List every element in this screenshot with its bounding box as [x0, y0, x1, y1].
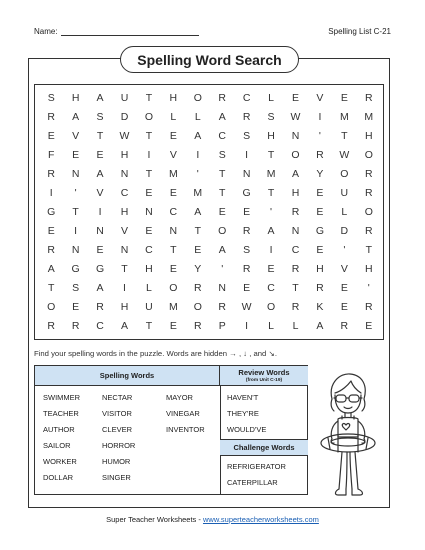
grid-letter[interactable]: I	[98, 205, 102, 218]
spelling-words-col-1	[43, 393, 102, 489]
word-item: THEY'RE	[227, 409, 259, 418]
word-item: WORKER	[43, 457, 77, 466]
grid-letter[interactable]: E	[340, 92, 348, 105]
page-title: Spelling Word Search	[120, 46, 299, 73]
grid-letter[interactable]: A	[194, 130, 202, 143]
grid-letter[interactable]: '	[367, 281, 370, 294]
grid-letter[interactable]: O	[169, 281, 178, 294]
grid-letter[interactable]: E	[145, 224, 153, 237]
grid-letter[interactable]: '	[196, 168, 199, 181]
footer-text: Super Teacher Worksheets -	[106, 515, 203, 524]
grid-letter[interactable]: I	[123, 281, 126, 294]
grid-letter[interactable]: A	[96, 92, 104, 105]
grid-letter[interactable]: E	[169, 319, 177, 332]
grid-letter[interactable]: '	[221, 262, 224, 275]
grid-letter[interactable]: A	[96, 168, 104, 181]
grid-letter[interactable]: U	[340, 187, 349, 200]
grid-letter[interactable]: H	[316, 262, 324, 275]
grid-letter[interactable]: Y	[194, 262, 202, 275]
grid-letter[interactable]: A	[291, 168, 299, 181]
grid-letter[interactable]: S	[47, 92, 55, 105]
word-item: MAYOR	[166, 393, 193, 402]
grid-letter[interactable]: M	[193, 187, 203, 200]
girl-with-swim-ring-illustration	[318, 369, 376, 501]
footer	[0, 515, 425, 524]
grid-letter[interactable]: O	[47, 300, 56, 313]
grid-letter[interactable]: H	[364, 262, 373, 275]
grid-letter[interactable]: V	[316, 92, 324, 105]
grid-letter[interactable]: R	[316, 149, 324, 162]
grid-letter[interactable]: T	[219, 187, 226, 200]
grid-letter[interactable]: L	[292, 319, 299, 332]
grid-letter[interactable]: '	[318, 130, 321, 143]
grid-letter[interactable]: M	[339, 111, 349, 124]
grid-letter[interactable]: R	[340, 319, 349, 332]
grid-letter[interactable]: D	[120, 111, 129, 124]
grid-letter[interactable]: S	[72, 281, 80, 294]
word-item: DOLLAR	[43, 473, 74, 482]
grid-letter[interactable]: G	[71, 262, 80, 275]
grid-letter[interactable]: T	[267, 149, 275, 162]
grid-letter[interactable]: O	[364, 149, 373, 162]
word-bank-table	[34, 365, 308, 495]
grid-letter[interactable]: V	[120, 224, 128, 237]
word-item: VISITOR	[102, 409, 132, 418]
grid-letter[interactable]: G	[47, 205, 56, 218]
word-item: TEACHER	[43, 409, 79, 418]
grid-letter[interactable]: H	[364, 130, 373, 143]
grid-letter[interactable]: F	[48, 149, 55, 162]
grid-letter[interactable]: T	[145, 168, 153, 181]
grid-letter[interactable]: V	[340, 262, 348, 275]
grid-letter[interactable]: E	[243, 281, 251, 294]
grid-letter[interactable]: T	[145, 130, 153, 143]
grid-letter[interactable]: N	[96, 224, 104, 237]
grid-letter[interactable]: R	[71, 319, 80, 332]
challenge-words-list	[227, 462, 286, 494]
word-item: VINEGAR	[166, 409, 200, 418]
grid-letter[interactable]: H	[120, 300, 129, 313]
grid-letter[interactable]: H	[169, 92, 178, 105]
grid-letter[interactable]: I	[49, 187, 53, 200]
grid-letter[interactable]: T	[145, 92, 153, 105]
grid-letter[interactable]: M	[168, 300, 178, 313]
grid-letter[interactable]: E	[169, 187, 177, 200]
grid-letter[interactable]: W	[290, 111, 301, 124]
grid-letter[interactable]: G	[315, 224, 324, 237]
grid-letter[interactable]: C	[120, 187, 129, 200]
grid-letter[interactable]: C	[96, 319, 104, 332]
grid-letter[interactable]: I	[147, 149, 151, 162]
grid-letter[interactable]: H	[291, 187, 300, 200]
grid-letter[interactable]: A	[120, 319, 128, 332]
grid-letter[interactable]: I	[196, 149, 200, 162]
grid-letter[interactable]: E	[218, 205, 226, 218]
grid-letter[interactable]: U	[145, 300, 153, 313]
word-search-puzzle	[34, 84, 384, 340]
grid-letter[interactable]: W	[241, 300, 252, 313]
grid-letter[interactable]: S	[96, 111, 104, 124]
challenge-words-header: Challenge Words	[220, 439, 308, 456]
spelling-words-col-3	[166, 393, 222, 489]
grid-letter[interactable]: G	[242, 187, 251, 200]
header-bar	[34, 27, 391, 41]
word-item: NECTAR	[102, 393, 133, 402]
grid-letter[interactable]: '	[270, 205, 273, 218]
spelling-words-col-2	[102, 393, 166, 489]
review-words-list	[227, 393, 266, 441]
grid-letter[interactable]: E	[169, 262, 177, 275]
grid-letter[interactable]: Y	[316, 168, 324, 181]
grid-letter[interactable]: H	[267, 130, 275, 143]
spelling-words-list	[43, 393, 222, 489]
grid-letter[interactable]: W	[339, 149, 350, 162]
instructions: Find your spelling words in the puzzle. Words are hidden → , ↓ , and ↘.	[34, 349, 278, 358]
grid-letter[interactable]: R	[316, 281, 324, 294]
grid-letter[interactable]: E	[316, 243, 324, 256]
word-item: WOULD'VE	[227, 425, 267, 434]
name-field	[34, 27, 199, 36]
grid-letter[interactable]: L	[268, 319, 274, 332]
grid-letter[interactable]: R	[218, 92, 226, 105]
grid-letter[interactable]: A	[47, 262, 55, 275]
grid-letter[interactable]: R	[291, 300, 300, 313]
review-words-subtitle: (from Unit C-19)	[245, 378, 283, 383]
grid-letter[interactable]: T	[219, 168, 226, 181]
grid-letter[interactable]: R	[96, 300, 104, 313]
review-words-title: Review Words	[238, 368, 290, 377]
grid-letter[interactable]: E	[47, 130, 55, 143]
name-blank-line[interactable]	[61, 27, 199, 36]
grid-letter[interactable]: T	[72, 205, 79, 218]
grid-letter[interactable]: M	[364, 111, 374, 124]
grid-letter[interactable]: R	[47, 243, 55, 256]
grid-letter[interactable]: E	[96, 149, 104, 162]
grid-letter[interactable]: R	[291, 262, 300, 275]
grid-letter[interactable]: E	[47, 224, 55, 237]
grid-letter[interactable]: C	[218, 130, 226, 143]
grid-letter[interactable]: E	[72, 300, 80, 313]
grid-letter[interactable]: R	[47, 168, 55, 181]
grid-letter[interactable]: V	[72, 130, 80, 143]
grid-letter[interactable]: T	[145, 319, 153, 332]
grid-letter[interactable]: R	[364, 300, 373, 313]
grid-letter[interactable]: A	[316, 319, 324, 332]
spelling-words-header: Spelling Words	[35, 366, 220, 386]
grid-letter[interactable]: K	[316, 300, 324, 313]
grid-letter[interactable]: S	[218, 149, 226, 162]
grid-letter[interactable]: T	[121, 262, 128, 275]
grid-letter[interactable]: C	[267, 281, 275, 294]
grid-letter[interactable]: T	[292, 281, 299, 294]
grid-letter[interactable]: R	[291, 205, 300, 218]
word-item: HAVEN'T	[227, 393, 259, 402]
grid-letter[interactable]: L	[194, 111, 201, 124]
spelling-list-id: Spelling List C-21	[328, 27, 391, 36]
grid-letter[interactable]: G	[95, 262, 105, 275]
grid-letter[interactable]: T	[48, 281, 55, 294]
grid-letter[interactable]: E	[96, 243, 104, 256]
grid-letter[interactable]: O	[193, 300, 202, 313]
grid-letter[interactable]: N	[218, 281, 226, 294]
grid-letter[interactable]: T	[170, 243, 177, 256]
grid-letter[interactable]: H	[71, 92, 80, 105]
letter-grid	[39, 89, 381, 335]
grid-letter[interactable]: N	[291, 224, 300, 237]
grid-letter[interactable]: N	[291, 130, 300, 143]
grid-letter[interactable]: E	[267, 262, 275, 275]
footer-link[interactable]: www.superteacherworksheets.com	[202, 515, 319, 524]
grid-letter[interactable]: E	[243, 205, 251, 218]
grid-letter[interactable]: L	[268, 92, 274, 105]
grid-letter[interactable]: E	[169, 130, 177, 143]
grid-letter[interactable]: P	[218, 319, 226, 332]
grid-letter[interactable]: V	[169, 149, 177, 162]
word-item: INVENTOR	[166, 425, 205, 434]
grid-letter[interactable]: R	[242, 262, 251, 275]
grid-letter[interactable]: '	[74, 187, 77, 200]
grid-letter[interactable]: M	[266, 168, 276, 181]
grid-letter[interactable]: R	[47, 319, 55, 332]
grid-letter[interactable]: A	[96, 281, 104, 294]
word-item: CLEVER	[102, 425, 133, 434]
word-item: SWIMMER	[43, 393, 81, 402]
grid-letter[interactable]: U	[120, 92, 129, 105]
grid-letter[interactable]: R	[364, 168, 373, 181]
grid-letter[interactable]: E	[316, 187, 324, 200]
grid-letter[interactable]: C	[169, 205, 178, 218]
grid-letter[interactable]: I	[74, 224, 78, 237]
grid-letter[interactable]: O	[340, 168, 349, 181]
grid-letter[interactable]: H	[120, 205, 129, 218]
grid-letter[interactable]: N	[169, 224, 178, 237]
grid-letter[interactable]: N	[242, 168, 251, 181]
name-label: Name:	[34, 27, 58, 36]
grid-letter[interactable]: D	[340, 224, 349, 237]
grid-letter[interactable]: A	[267, 224, 275, 237]
grid-letter[interactable]: L	[341, 205, 348, 218]
grid-letter[interactable]: I	[245, 319, 249, 332]
word-item: REFRIGERATOR	[227, 462, 286, 471]
grid-letter[interactable]: R	[47, 111, 55, 124]
grid-letter[interactable]: T	[194, 224, 201, 237]
word-item: SAILOR	[43, 441, 71, 450]
grid-letter[interactable]: R	[364, 187, 373, 200]
grid-letter[interactable]: H	[145, 262, 153, 275]
word-item: CATERPILLAR	[227, 478, 278, 487]
grid-letter[interactable]: L	[170, 111, 177, 124]
grid-letter[interactable]: R	[193, 319, 202, 332]
grid-letter[interactable]: S	[243, 243, 251, 256]
grid-letter[interactable]: N	[145, 205, 153, 218]
grid-letter[interactable]: I	[245, 149, 249, 162]
grid-letter[interactable]: I	[269, 243, 273, 256]
grid-letter[interactable]: C	[145, 243, 153, 256]
grid-letter[interactable]: O	[291, 149, 300, 162]
grid-letter[interactable]: O	[364, 205, 373, 218]
grid-letter[interactable]: N	[71, 168, 80, 181]
grid-letter[interactable]: R	[218, 300, 226, 313]
grid-letter[interactable]: N	[71, 243, 80, 256]
grid-letter[interactable]: A	[218, 111, 226, 124]
grid-letter[interactable]: A	[218, 243, 226, 256]
grid-letter[interactable]: T	[267, 187, 275, 200]
grid-letter[interactable]: R	[242, 224, 251, 237]
grid-letter[interactable]: E	[291, 92, 299, 105]
grid-letter[interactable]: R	[242, 111, 251, 124]
grid-letter[interactable]: R	[364, 224, 373, 237]
grid-letter[interactable]: E	[365, 319, 373, 332]
grid-letter[interactable]: E	[340, 300, 348, 313]
grid-letter[interactable]: O	[218, 224, 227, 237]
grid-letter[interactable]: O	[144, 111, 153, 124]
grid-letter[interactable]: V	[96, 187, 104, 200]
grid-letter[interactable]: R	[193, 281, 202, 294]
word-item: HUMOR	[102, 457, 131, 466]
grid-letter[interactable]: E	[145, 187, 153, 200]
word-item: AUTHOR	[43, 425, 75, 434]
grid-letter[interactable]: W	[119, 130, 130, 143]
grid-letter[interactable]: T	[365, 243, 372, 256]
grid-letter[interactable]: L	[146, 281, 152, 294]
grid-letter[interactable]: N	[120, 168, 129, 181]
grid-letter[interactable]: O	[193, 92, 202, 105]
grid-letter[interactable]: E	[340, 281, 348, 294]
word-item: SINGER	[102, 473, 131, 482]
grid-letter[interactable]: E	[72, 149, 80, 162]
grid-letter[interactable]: A	[194, 205, 202, 218]
grid-letter[interactable]: E	[316, 205, 324, 218]
grid-letter[interactable]: M	[168, 168, 178, 181]
grid-letter[interactable]: '	[343, 243, 346, 256]
grid-letter[interactable]: I	[318, 111, 322, 124]
grid-letter[interactable]: N	[120, 243, 129, 256]
word-item: HORROR	[102, 441, 136, 450]
grid-letter[interactable]: O	[266, 300, 276, 313]
grid-letter[interactable]: S	[267, 111, 275, 124]
grid-letter[interactable]: C	[242, 92, 251, 105]
grid-letter[interactable]: T	[96, 130, 104, 143]
grid-letter[interactable]: E	[194, 243, 202, 256]
grid-letter[interactable]: T	[341, 130, 348, 143]
grid-letter[interactable]: S	[243, 130, 251, 143]
grid-letter[interactable]: R	[364, 92, 373, 105]
grid-letter[interactable]: H	[120, 149, 129, 162]
grid-letter[interactable]: C	[291, 243, 300, 256]
review-words-header	[220, 366, 308, 386]
grid-letter[interactable]: A	[72, 111, 80, 124]
